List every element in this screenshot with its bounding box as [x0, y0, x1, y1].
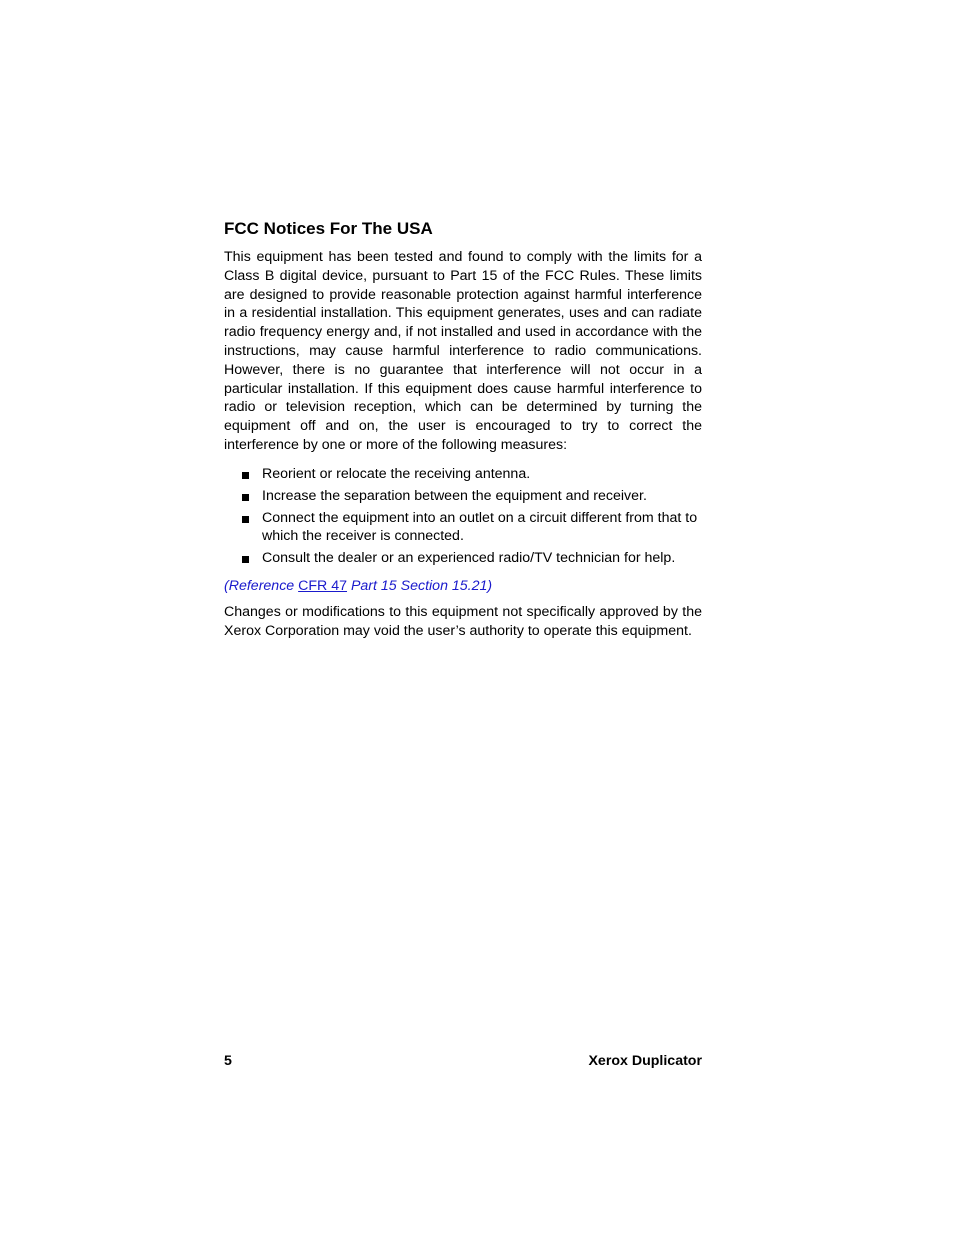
list-item — [224, 549, 702, 567]
document-body — [224, 218, 702, 640]
square-bullet-icon — [242, 494, 249, 501]
page-number: 5 — [224, 1053, 232, 1069]
list-item-text: Consult the dealer or an experienced radio/TV technician for help. — [262, 549, 676, 566]
reference-line — [224, 577, 702, 595]
list-item-text: Increase the separation between the equipment and receiver. — [262, 487, 647, 504]
changes-paragraph: Changes or modifications to this equipment not specifically approved by the Xerox Corporation may void the user’s authority to operate this equipment. — [224, 603, 702, 639]
square-bullet-icon — [242, 472, 249, 479]
square-bullet-icon — [242, 556, 249, 563]
measures-list — [224, 465, 702, 567]
cfr-47-link[interactable]: CFR 47 — [298, 577, 348, 594]
square-bullet-icon — [242, 516, 249, 523]
list-item — [224, 487, 702, 505]
reference-prefix: (Reference — [224, 577, 299, 594]
section-heading: FCC Notices For The USA — [224, 219, 433, 238]
list-item — [224, 509, 702, 545]
reference-suffix: Part 15 Section 15.21) — [347, 577, 493, 594]
intro-paragraph: This equipment has been tested and found to comply with the limits for a Class B digital device, pursuant to Part 15 of the FCC Rules. These limits are designed to provide reasonable protection against harmful interference in a residential installation. This equipment generates, uses and can radiate radio frequency energy and, if not installed and used in accordance with the instructions, may cause harmful interference to radio communications. However, there is no guarantee that interference will not occur in a particular installation. If this equipment does cause harmful interference to radio or television reception, which can be determined by turning the equipment off and on, the user is encouraged to try to correct the interference by one or more of the following measures: — [224, 249, 702, 453]
list-item — [224, 465, 702, 483]
product-name: Xerox Duplicator — [588, 1053, 702, 1069]
list-item-text: Connect the equipment into an outlet on a circuit different from that to which the receiver is connected. — [262, 509, 698, 544]
list-item-text: Reorient or relocate the receiving antenna. — [262, 465, 531, 482]
